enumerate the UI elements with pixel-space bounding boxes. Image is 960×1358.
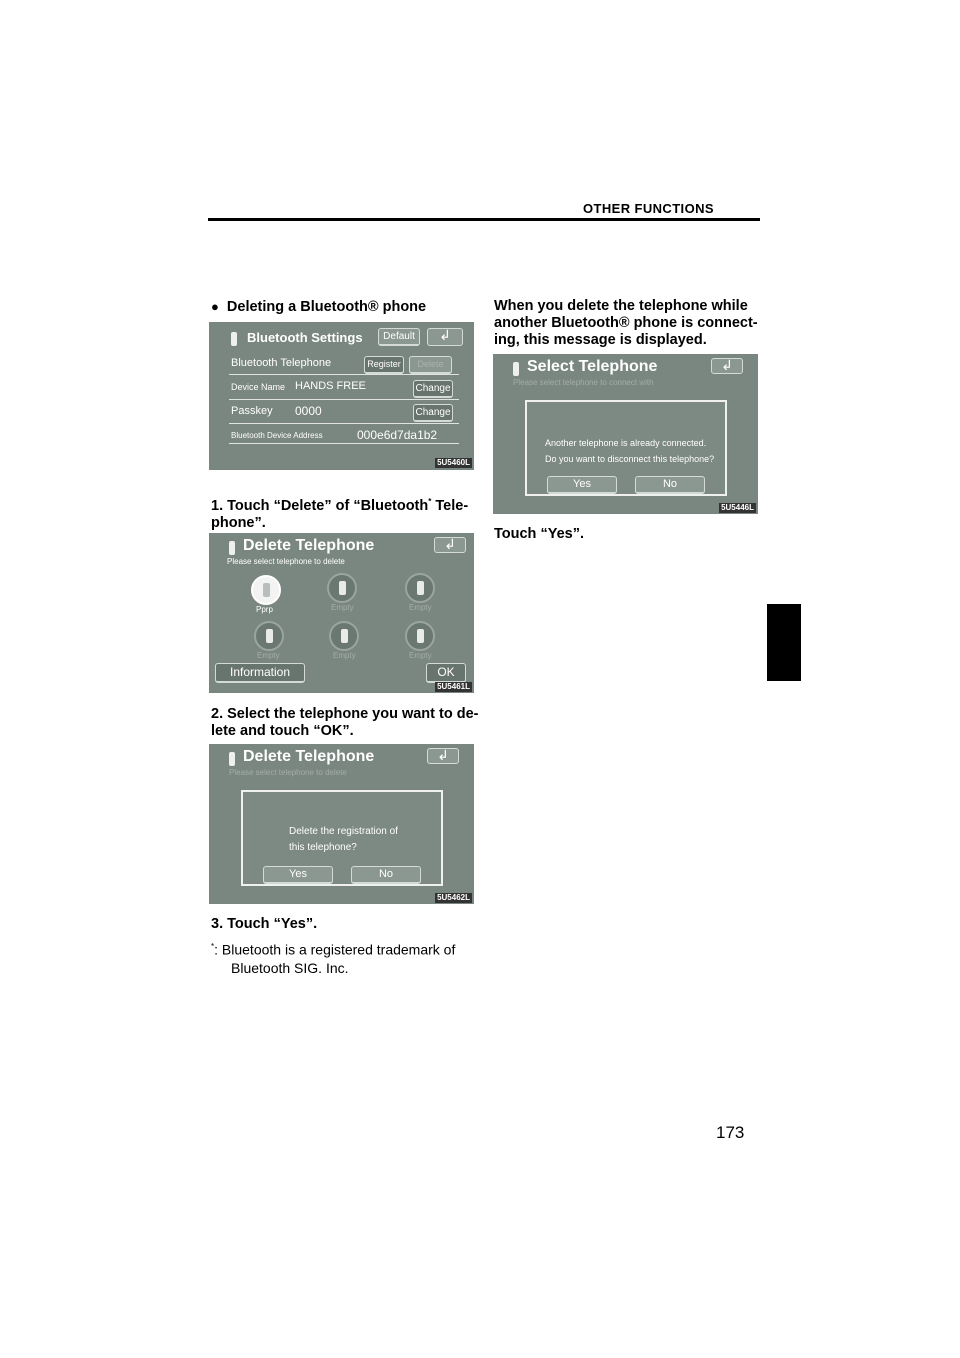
phone-slot-label: Empty <box>409 603 432 612</box>
intro-text: When you delete the telephone while another Bluetooth® phone is connect- ing, this message is displayed. <box>494 298 758 348</box>
phone-slot-3[interactable] <box>405 573 435 603</box>
figure-code: 5U5462L <box>437 893 470 902</box>
phone-icon <box>513 362 519 376</box>
divider <box>229 399 459 400</box>
phone-icon <box>231 332 237 346</box>
address-value: 000e6d7da1b2 <box>357 428 438 442</box>
dialog-message-2: this telephone? <box>289 842 357 853</box>
section-header: OTHER FUNCTIONS <box>583 201 714 216</box>
address-label: Bluetooth Device Address <box>231 431 323 440</box>
screenshot-select-telephone <box>493 354 758 514</box>
disconnect-dialog <box>525 400 727 496</box>
no-button[interactable]: No <box>351 866 421 884</box>
screen-subtitle: Please select telephone to delete <box>227 557 345 566</box>
back-icon[interactable] <box>711 358 743 374</box>
action-text: Touch “Yes”. <box>494 526 584 542</box>
phone-slot-label: Empty <box>409 651 432 660</box>
screen-title: Select Telephone <box>527 358 658 375</box>
figure-code: 5U5461L <box>437 682 470 691</box>
header-rule <box>208 218 760 221</box>
change-device-name-button[interactable]: Change <box>413 380 453 398</box>
phone-icon <box>229 752 235 766</box>
screenshot-bluetooth-settings <box>209 322 474 470</box>
bullet-icon: ● <box>211 299 219 314</box>
figure-code: 5U5460L <box>437 458 470 467</box>
phone-icon <box>229 541 235 555</box>
register-button[interactable]: Register <box>364 356 404 374</box>
divider <box>229 443 459 444</box>
change-passkey-button[interactable]: Change <box>413 404 453 422</box>
step-1: 1. Touch “Delete” of “Bluetooth* Tele- phone”. <box>211 497 469 531</box>
step-2: 2. Select the telephone you want to de- lete and touch “OK”. <box>211 706 479 739</box>
back-icon[interactable] <box>427 748 459 764</box>
phone-slot-6[interactable] <box>405 621 435 651</box>
screen-title: Bluetooth Settings <box>247 330 363 345</box>
back-icon[interactable] <box>434 537 466 553</box>
screenshot-delete-confirm <box>209 744 474 904</box>
delete-button[interactable]: Delete <box>409 356 452 374</box>
passkey-value: 0000 <box>295 404 322 418</box>
divider <box>229 374 459 375</box>
dialog-message-1: Another telephone is already connected. <box>545 438 707 448</box>
phone-slot-label: Empty <box>333 651 356 660</box>
information-button[interactable]: Information <box>215 663 305 683</box>
trademark-note: *: Bluetooth is a registered trademark of Bluetooth SIG. Inc. <box>211 941 456 976</box>
back-icon[interactable] <box>427 328 463 346</box>
screen-title: Delete Telephone <box>243 748 375 765</box>
dialog-message-2: Do you want to disconnect this telephone? <box>545 454 715 464</box>
device-name-value: HANDS FREE <box>295 380 366 392</box>
chapter-tab <box>767 604 801 681</box>
phone-slot-label: Pprp <box>256 605 273 614</box>
phone-slot-4[interactable] <box>254 621 284 651</box>
default-button[interactable]: Default <box>378 328 420 346</box>
screen-subtitle: Please select telephone to connect with <box>513 378 654 387</box>
no-button[interactable]: No <box>635 476 705 494</box>
step-3: 3. Touch “Yes”. <box>211 916 318 932</box>
device-name-label: Device Name <box>231 382 286 392</box>
phone-slot-label: Empty <box>331 603 354 612</box>
screenshot-delete-telephone <box>209 533 474 693</box>
screen-title: Delete Telephone <box>243 537 375 554</box>
divider <box>229 423 459 424</box>
ok-button[interactable]: OK <box>426 663 466 683</box>
yes-button[interactable]: Yes <box>547 476 617 494</box>
bullet-heading: ● Deleting a Bluetooth® phone <box>211 299 427 315</box>
phone-slot-1[interactable] <box>251 575 281 605</box>
screen-subtitle: Please select telephone to delete <box>229 768 347 777</box>
phone-slot-label: Empty <box>257 651 280 660</box>
page-number: 173 <box>716 1123 745 1142</box>
dialog-message-1: Delete the registration of <box>289 826 398 837</box>
confirm-dialog <box>241 790 443 886</box>
passkey-label: Passkey <box>231 405 273 417</box>
yes-button[interactable]: Yes <box>263 866 333 884</box>
phone-slot-2[interactable] <box>327 573 357 603</box>
figure-code: 5U5446L <box>721 503 754 512</box>
bt-telephone-label: Bluetooth Telephone <box>231 357 332 369</box>
phone-slot-5[interactable] <box>329 621 359 651</box>
